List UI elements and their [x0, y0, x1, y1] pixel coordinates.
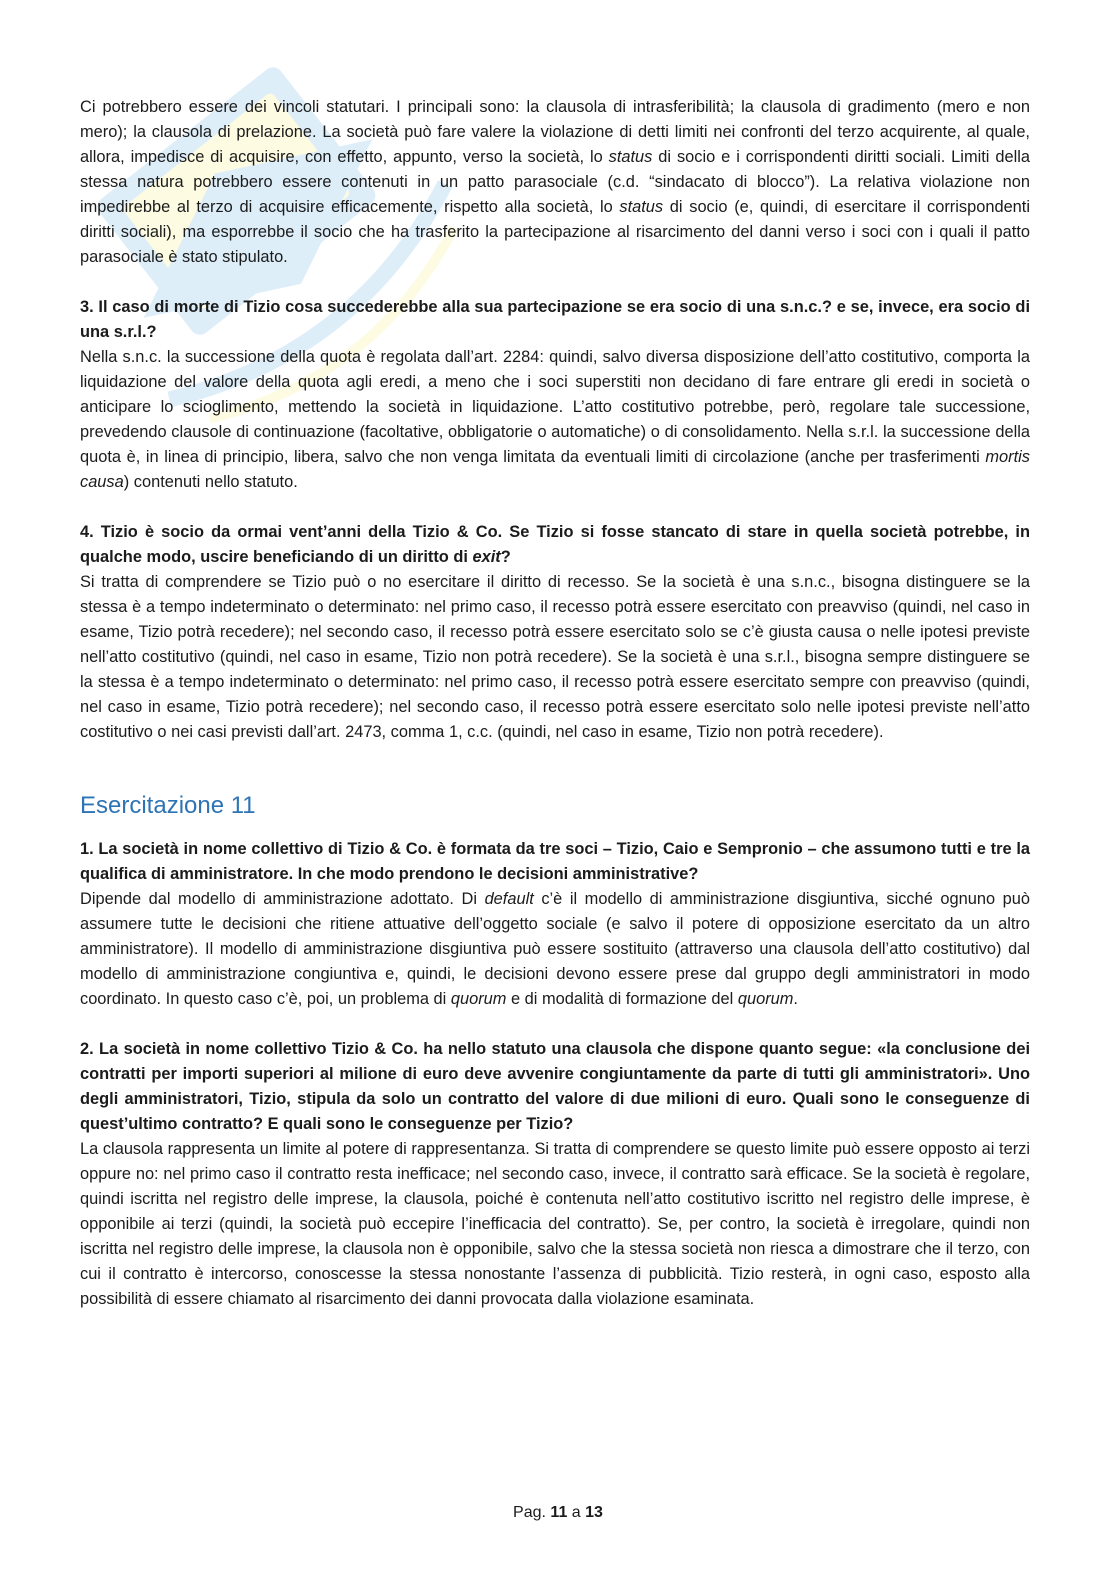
question-text: 2. La società in nome collettivo Tizio & Co. ha nello statuto una clausola che dispone quanto segue: «la conclusione dei contratti per importi superiori al milione di euro deve avvenire congiuntamente da parte di tutti gli amministratori». Uno degli amministratori, Tizio, stipula da solo un contratto del valore di due milioni di euro. Quali sono le conseguenze di quest’ultimo contratto? E quali sono le conseguenze per Tizio? — [80, 1040, 1030, 1133]
question-text: 4. Tizio è socio da ormai vent’anni della Tizio & Co. Se Tizio si fosse stancato di stare in quella società potrebbe, in qualche modo, uscire beneficiando di un diritto di exit? — [80, 523, 1030, 566]
qa-item — [80, 520, 1030, 745]
answer-text: Nella s.n.c. la successione della quota è regolata dall’art. 2284: quindi, salvo diversa disposizione dell’atto costitutivo, comporta la liquidazione del valore della quota agli eredi, a meno che i soci superstiti non decidano di fare entrare gli eredi in società o anticipare lo scioglimento, mettendo la società in liquidazione. L’atto costitutivo potrebbe, però, regolare tale successione, prevedendo clausole di continuazione (facoltative, obbligatorie o automatiche) o di consolidamento. Nella s.r.l. la successione della quota è, in linea di principio, libera, salvo che non venga limitata da eventuali limiti di circolazione (anche per trasferimenti mortis causa) contenuti nello statuto. — [80, 348, 1030, 491]
document-page — [80, 95, 1030, 1312]
qa-block-1 — [80, 270, 1030, 745]
section-heading: Esercitazione 11 — [80, 792, 256, 819]
answer-text: Dipende dal modello di amministrazione adottato. Di default c’è il modello di amministrazione disgiuntiva, sicché ognuno può assumere tutte le decisioni che ritiene attuative dell’oggetto sociale (e salvo il potere di opposizione esercitato da un altro amministratore). Il modello di amministrazione disgiuntiva può essere sostituito (attraverso una clausola dell’atto costitutivo) dal modello di amministrazione congiuntiva e, quindi, le decisioni devono essere prese dal gruppo degli amministratori in modo coordinato. In questo caso c’è, poi, un problema di quorum e di modalità di formazione del quorum. — [80, 890, 1030, 1008]
footer-total-pages: 13 — [585, 1504, 603, 1521]
qa-item — [80, 295, 1030, 495]
qa-block-2 — [80, 837, 1030, 1312]
question-text: 1. La società in nome collettivo di Tizio & Co. è formata da tre soci – Tizio, Caio e Sempronio – che assumono tutti e tre la qualifica di amministratore. In che modo prendono le decisioni amministrative? — [80, 840, 1030, 883]
footer-prefix: Pag. — [513, 1504, 546, 1521]
question-text: 3. Il caso di morte di Tizio cosa succederebbe alla sua partecipazione se era socio di una s.n.c.? e se, invece, era socio di una s.r.l.? — [80, 298, 1030, 341]
intro-paragraph: Ci potrebbero essere dei vincoli statutari. I principali sono: la clausola di intrasferibilità; la clausola di gradimento (mero e non mero); la clausola di prelazione. La società può fare valere la violazione di detti limiti nei confronti del terzo acquirente, al quale, allora, impedisce di acquisire, con effetto, appunto, verso la società, lo status di socio e i corrispondenti diritti sociali. Limiti della stessa natura potrebbero essere contenuti in un patto parasociale (c.d. “sindacato di blocco”). La relativa violazione non impedirebbe al terzo di acquisire efficacemente, rispetto alla società, lo status di socio (e, quindi, di esercitare il corrispondenti diritti sociali), ma esporrebbe il socio che ha trasferito la partecipazione al risarcimento del danni verso i soci con i quali il patto parasociale è stato stipulato. — [80, 98, 1030, 266]
qa-item — [80, 1037, 1030, 1312]
answer-text: La clausola rappresenta un limite al potere di rappresentanza. Si tratta di comprendere se questo limite può essere opposto ai terzi oppure no: nel primo caso il contratto resta inefficace; nel secondo caso, invece, il contratto sarà efficace. Se la società è regolare, quindi iscritta nel registro delle imprese, la clausola, poiché è contenuta nell’atto costitutivo iscritto nel registro delle imprese, è opponibile ai terzi (quindi, la società può eccepire l’inefficacia del contratto). Se, per contro, la società è irregolare, quindi non iscritta nel registro delle imprese, la clausola non è opponibile, salvo che la stessa società non riesca a dimostrare che il terzo, con cui il contratto è intercorso, conoscesse la stessa nonostante l’assenza di pubblicità. Tizio resterà, in ogni caso, esposto alla possibilità di essere chiamato al risarcimento dei danni provocata dalla violazione esaminata. — [80, 1140, 1030, 1308]
page-footer — [0, 1503, 1116, 1523]
answer-text: Si tratta di comprendere se Tizio può o no esercitare il diritto di recesso. Se la società è una s.n.c., bisogna distinguere se la stessa è a tempo indeterminato o determinato: nel primo caso, il recesso potrà essere esercitato con preavviso (quindi, nel caso in esame, Tizio potrà recedere); nel secondo caso, il recesso potrà essere esercitato solo se c’è giusta causa o nelle ipotesi previste nell’atto costitutivo (quindi, nel caso in esame, Tizio non potrà recedere). Se la società è una s.r.l., bisogna sempre distinguere se la stessa è a tempo indeterminato o determinato: nel primo caso, il recesso potrà essere esercitato sempre con preavviso (quindi, nel caso in esame, Tizio potrà recedere); nel secondo caso, il recesso potrà essere esercitato solo nelle ipotesi previste nell’atto costitutivo o nei casi previsti dall’art. 2473, comma 1, c.c. (quindi, nel caso in esame, Tizio non potrà recedere). — [80, 573, 1030, 741]
footer-current-page: 11 — [550, 1504, 568, 1521]
footer-separator: a — [571, 1504, 581, 1521]
qa-item — [80, 837, 1030, 1012]
